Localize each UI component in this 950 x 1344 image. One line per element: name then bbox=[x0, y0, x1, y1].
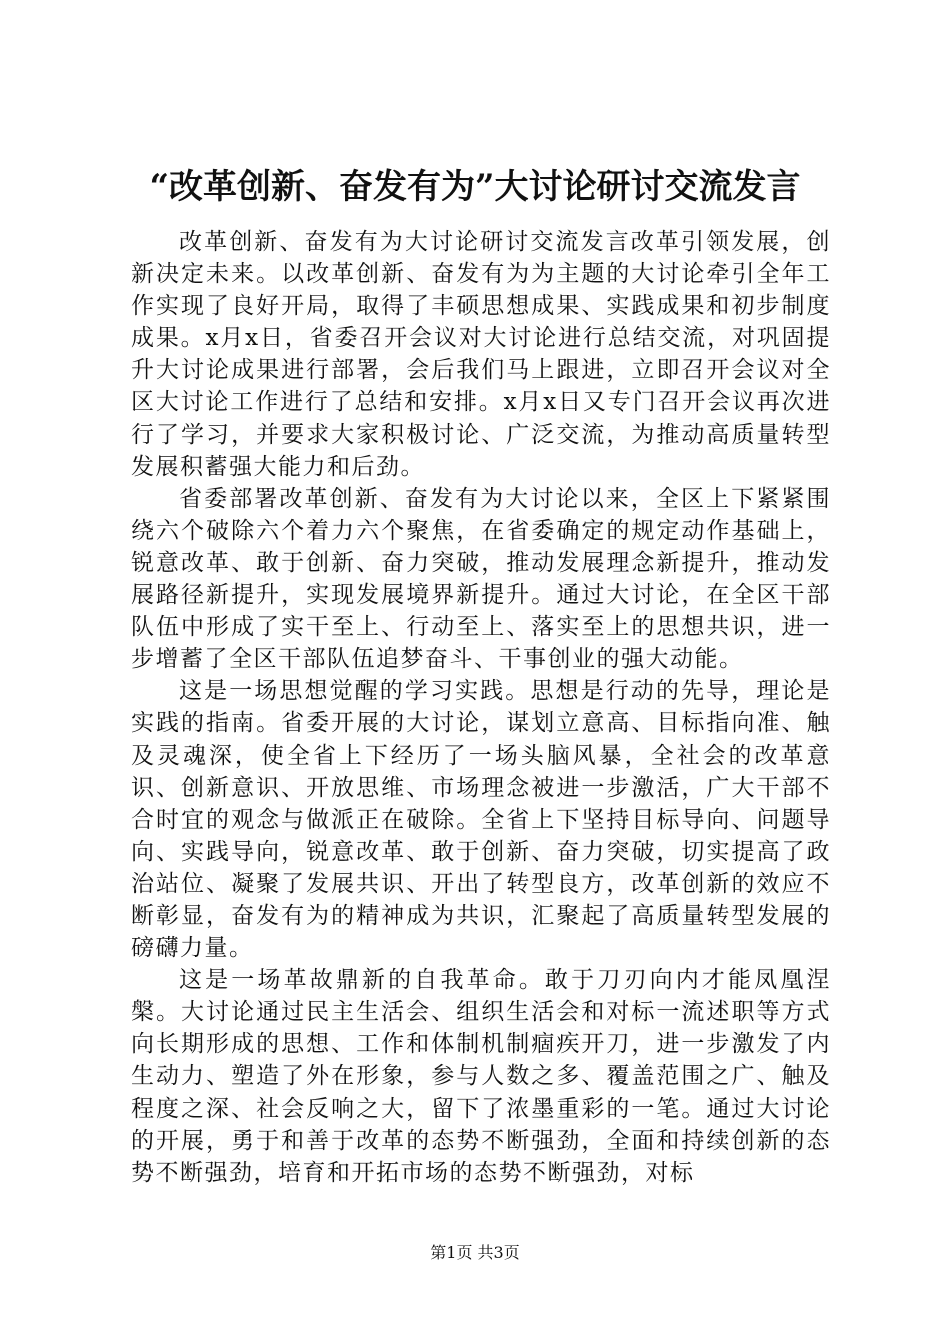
paragraph-3: 这是一场思想觉醒的学习实践。思想是行动的先导，理论是实践的指南。省委开展的大讨论，谋划立意高、目标指向准、触及灵魂深，使全省上下经历了一场头脑风暴，全社会的改革意识、创新意识、开放思维、市场理念被进一步激活，广大干部不合时宜的观念与做派正在破除。全省上下坚持目标导向、问题导向、实践导向，锐意改革、敢于创新、奋力突破，切实提高了政治站位、凝聚了发展共识、开出了转型良方，改革创新的效应不断彰显，奋发有为的精神成为共识，汇聚起了高质量转型发展的磅礴力量。 bbox=[131, 678, 831, 962]
paragraph-2: 省委部署改革创新、奋发有为大讨论以来，全区上下紧紧围绕六个破除六个着力六个聚焦，在省委确定的规定动作基础上，锐意改革、敢于创新、奋力突破，推动发展理念新提升，推动发展路径新提升，实现发展境界新提升。通过大讨论，在全区干部队伍中形成了实干至上、行动至上、落实至上的思想共识，进一步增蓄了全区干部队伍追梦奋斗、干事创业的强大动能。 bbox=[131, 485, 831, 673]
page-number: 第1页 共3页 bbox=[430, 1243, 520, 1262]
document-title: “改革创新、奋发有为”大讨论研讨交流发言 bbox=[149, 167, 801, 207]
document-body bbox=[131, 226, 831, 1189]
paragraph-1: 改革创新、奋发有为大讨论研讨交流发言改革引领发展，创新决定未来。以改革创新、奋发有为为主题的大讨论牵引全年工作实现了良好开局，取得了丰硕思想成果、实践成果和初步制度成果。x月x日，省委召开会议对大讨论进行总结交流，对巩固提升大讨论成果进行部署，会后我们马上跟进，立即召开会议对全区大讨论工作进行了总结和安排。x月x日又专门召开会议再次进行了学习，并要求大家积极讨论、广泛交流，为推动高质量转型发展积蓄强大能力和后劲。 bbox=[131, 229, 831, 480]
paragraph-4: 这是一场革故鼎新的自我革命。敢于刀刃向内才能凤凰涅槃。大讨论通过民主生活会、组织生活会和对标一流述职等方式向长期形成的思想、工作和体制机制痼疾开刀，进一步激发了内生动力、塑造了外在形象，参与人数之多、覆盖范围之广、触及程度之深、社会反响之大，留下了浓墨重彩的一笔。通过大讨论的开展，勇于和善于改革的态势不断强劲，全面和持续创新的态势不断强劲，培育和开拓市场的态势不断强劲，对标 bbox=[131, 967, 831, 1186]
